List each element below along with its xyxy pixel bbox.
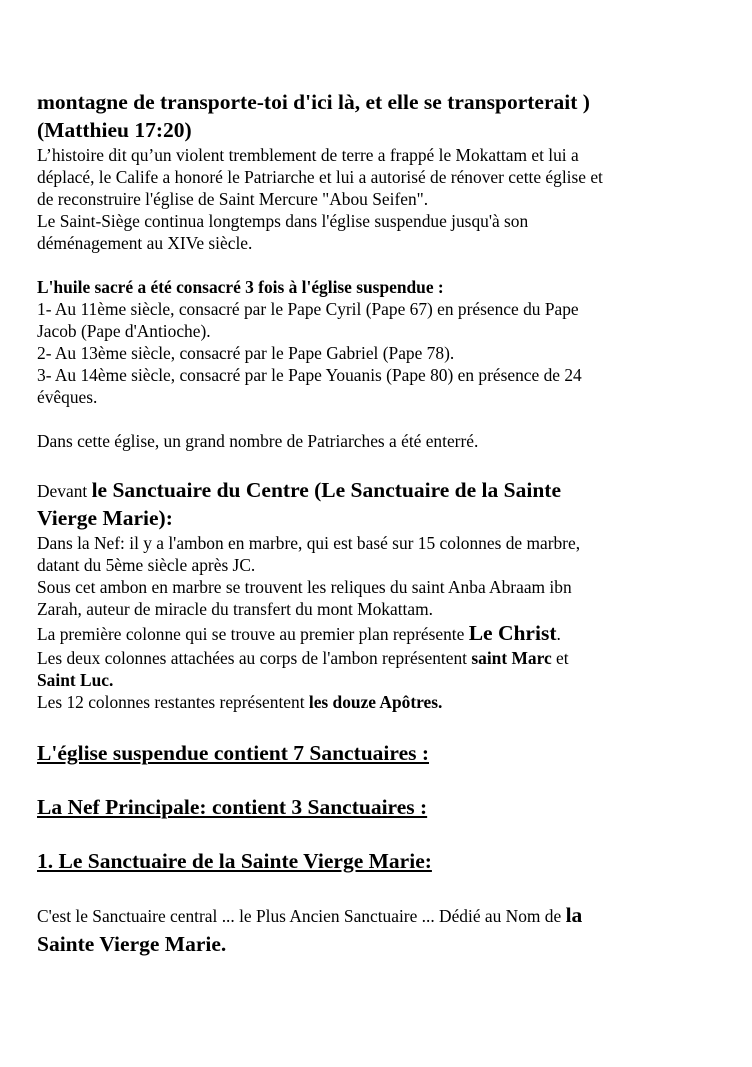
closing-line-2: Sainte Vierge Marie. (37, 932, 227, 956)
apostles-line (37, 691, 727, 713)
christ-bold: Le Christ (468, 621, 557, 645)
sanctuary-line-1: Dans la Nef: il y a l'ambon en marbre, qui est basé sur 15 colonnes de marbre, (37, 533, 581, 553)
oil-heading: L'huile sacré a été consacré 3 fois à l'église suspendue : (37, 277, 444, 297)
intro-line-4: Le Saint-Siège continua longtemps dans l'église suspendue jusqu'à son (37, 211, 529, 231)
closing-section (37, 901, 727, 958)
christ-line (37, 620, 727, 647)
intro-line-3: de reconstruire l'église de Saint Mercure "Abou Seifen". (37, 189, 429, 209)
intro-line-5: déménagement au XIVe siècle. (37, 233, 253, 253)
heading-first-sanctuary: 1. Le Sanctuaire de la Sainte Vierge Marie: (37, 849, 432, 873)
oil-line-1: 1- Au 11ème siècle, consacré par le Pape Cyril (Pape 67) en présence du Pape (37, 299, 579, 319)
marc-pre: Les deux colonnes attachées au corps de l'ambon représentent (37, 648, 472, 668)
sanctuary-centre-title-1: le Sanctuaire du Centre (Le Sanctuaire de la Sainte (91, 478, 561, 502)
oil-line-2: Jacob (Pape d'Antioche). (37, 321, 211, 341)
sanctuary-line-3: Sous cet ambon en marbre se trouvent les reliques du saint Anba Abraam ibn (37, 577, 572, 597)
document-page (37, 88, 727, 958)
heading-seven-sanctuaries: L'église suspendue contient 7 Sanctuaires : (37, 741, 430, 765)
sanctuary-centre-prefix: Devant (37, 481, 92, 501)
sanctuary-centre-title-2: Vierge Marie): (37, 506, 173, 530)
apostles-bold: les douze Apôtres. (308, 692, 443, 712)
oil-line-3: 2- Au 13ème siècle, consacré par le Pape Gabriel (Pape 78). (37, 343, 455, 363)
sanctuary-centre-section (37, 476, 727, 713)
marc-line (37, 647, 727, 669)
intro-line-1: L’histoire dit qu’un violent tremblement de terre a frappé le Mokattam et lui a (37, 145, 579, 165)
sanctuary-centre-heading-1 (37, 476, 727, 504)
oil-line-5: évêques. (37, 387, 98, 407)
intro-section (37, 88, 727, 254)
intro-title-line-1: montagne de transporte-toi d'ici là, et elle se transporterait ) (37, 90, 590, 114)
marc-post: et (551, 648, 569, 668)
christ-post: . (556, 624, 561, 644)
sanctuary-line-2: datant du 5ème siècle après JC. (37, 555, 256, 575)
oil-section (37, 276, 727, 408)
intro-title-line-2: (Matthieu 17:20) (37, 118, 192, 142)
christ-pre: La première colonne qui se trouve au premier plan représente (37, 624, 469, 644)
oil-line-4: 3- Au 14ème siècle, consacré par le Pape Youanis (Pape 80) en présence de 24 (37, 365, 582, 385)
closing-text: C'est le Sanctuaire central ... le Plus Ancien Sanctuaire ... Dédié au Nom de (37, 906, 566, 926)
burial-paragraph: Dans cette église, un grand nombre de Patriarches a été enterré. (37, 431, 479, 451)
heading-nef-principale: La Nef Principale: contient 3 Sanctuaires : (37, 795, 428, 819)
marc-bold: saint Marc (471, 648, 552, 668)
closing-bold-end: la (565, 903, 583, 927)
intro-line-2: déplacé, le Calife a honoré le Patriarche et lui a autorisé de rénover cette église et (37, 167, 603, 187)
sanctuary-line-4: Zarah, auteur de miracle du transfert du mont Mokattam. (37, 599, 433, 619)
apostles-pre: Les 12 colonnes restantes représentent (37, 692, 309, 712)
closing-line-1 (37, 901, 727, 930)
luc-line: Saint Luc. (37, 670, 114, 690)
